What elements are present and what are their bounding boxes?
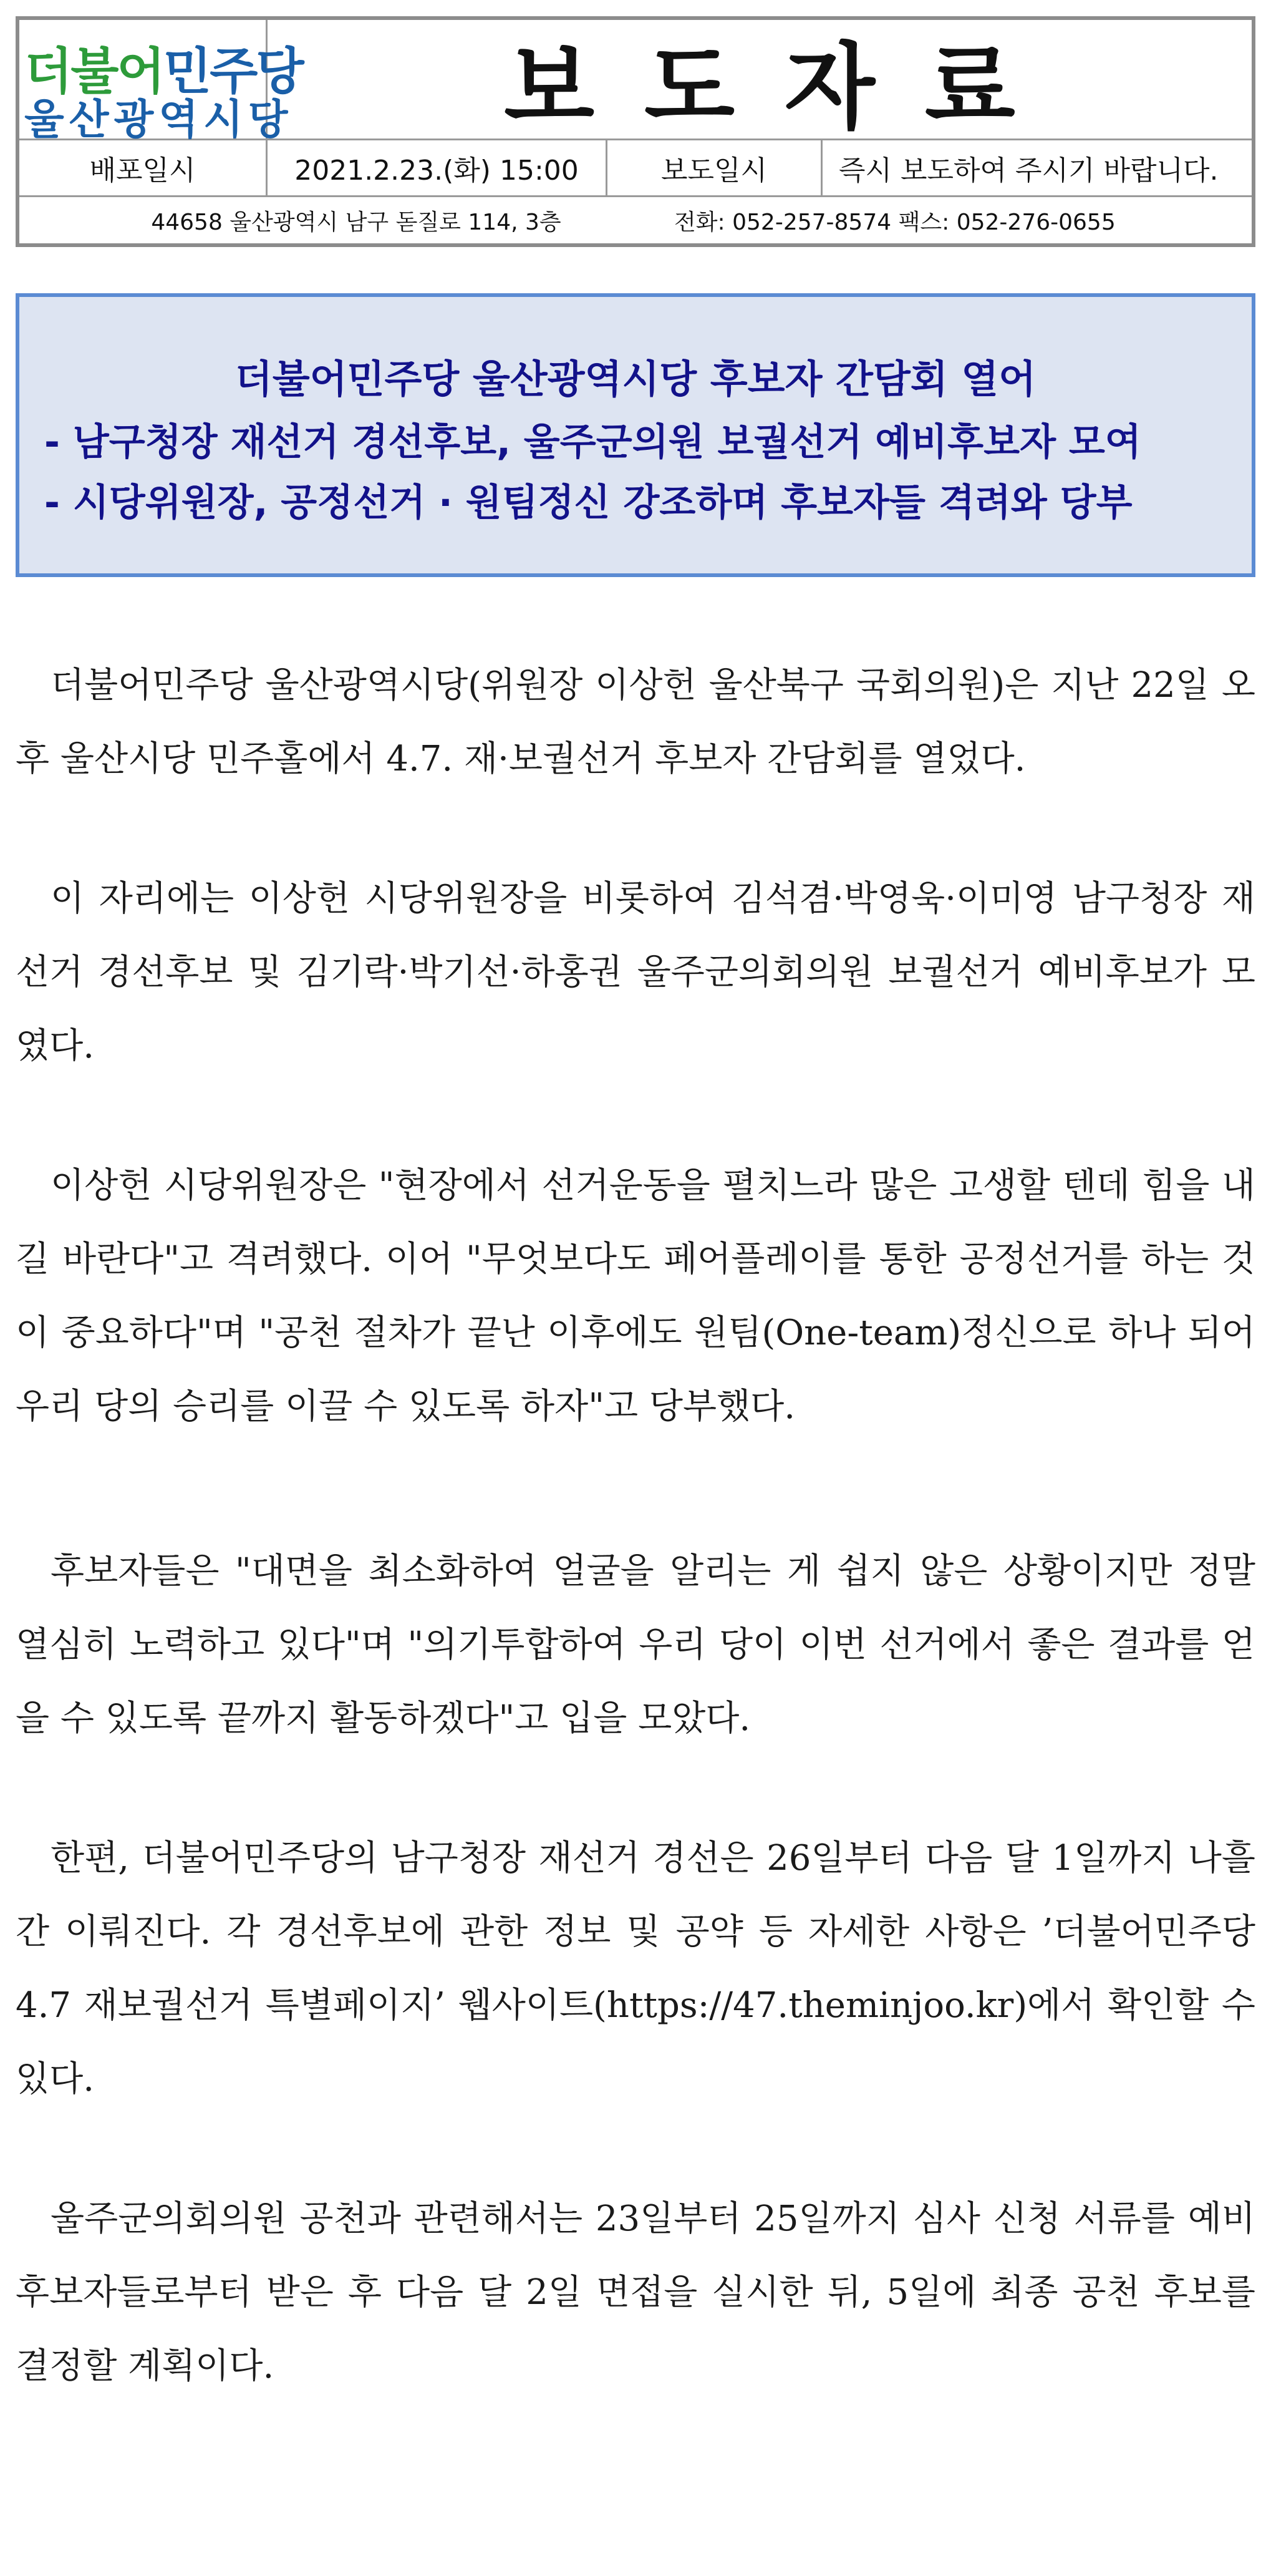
- headline-box: [16, 293, 1255, 577]
- distribution-date-value: 2021.2.23.(화) 15:00: [268, 140, 607, 195]
- document-title: 보도자료: [504, 32, 1065, 142]
- header-top-row: [19, 20, 1252, 143]
- paragraph-1: 더불어민주당 울산광역시당(위원장 이상헌 울산북구 국회의원)은 지난 22일 오후 울산시당 민주홀에서 4.7. 재·보궐선거 후보자 간담회를 열었다.: [16, 665, 1255, 779]
- office-address: 44658 울산광역시 남구 돋질로 114, 3층: [151, 209, 561, 235]
- press-release-header: [16, 16, 1255, 247]
- party-logo: [19, 20, 302, 143]
- header-contact-row: [19, 197, 1252, 243]
- distribution-date-label: 배포일시: [19, 140, 268, 195]
- headline-subtitle-1: - 남구청장 재선거 경선후보, 울주군의원 보궐선거 예비후보자 모여: [44, 420, 1141, 464]
- paragraph-2: 이 자리에는 이상헌 시당위원장을 비롯하여 김석겸·박영욱·이미영 남구청장 재선거 경선후보 및 김기락·박기선·하홍권 울주군의회의원 보궐선거 예비후보가 모였다.: [16, 878, 1255, 1066]
- paragraph-4: 후보자들은 "대면을 최소화하여 얼굴을 알리는 게 쉽지 않은 상황이지만 정말 열심히 노력하고 있다"며 "의기투합하여 우리 당이 이번 선거에서 좋은 결과를 얻을 수 있도록 끝까지 활동하겠다"고 입을 모았다.: [16, 1551, 1255, 1739]
- header-date-row: [19, 140, 1252, 197]
- headline-title: 더불어민주당 울산광역시당 후보자 간담회 열어: [234, 356, 1037, 402]
- logo-party-name: 더불어민주당: [24, 42, 302, 100]
- paragraph-5: 한편, 더불어민주당의 남구청장 재선거 경선은 26일부터 다음 달 1일까지 나흘간 이뤄진다. 각 경선후보에 관한 정보 및 공약 등 자세한 사항은 ’더불어민주당 4.7 재보궐선거 특별페이지’ 웹사이트(https://47.theminjoo.kr)에서 확인할 수 있다.: [16, 1838, 1255, 2099]
- logo-branch-name: 울산광역시당: [24, 95, 293, 143]
- release-time-value: 즉시 보도하여 주시기 바랍니다.: [839, 155, 1219, 187]
- article-body: [16, 649, 1255, 2403]
- paragraph-6: 울주군의회의원 공천과 관련해서는 23일부터 25일까지 심사 신청 서류를 예비후보자들로부터 받은 후 다음 달 2일 면접을 실시한 뒤, 5일에 최종 공천 후보를 결정할 계획이다.: [16, 2199, 1255, 2386]
- contact-numbers: 전화: 052-257-8574 팩스: 052-276-0655: [674, 209, 1116, 235]
- release-time-label: 보도일시: [607, 140, 823, 195]
- paragraph-3: 이상헌 시당위원장은 "현장에서 선거운동을 펼치느라 많은 고생할 텐데 힘을 내길 바란다"고 격려했다. 이어 "무엇보다도 페어플레이를 통한 공정선거를 하는 것이 중요하다"며 "공천 절차가 끝난 이후에도 원팀(One-team)정신으로 하나 되어 우리 당의 승리를 이끌 수 있도록 하자"고 당부했다.: [16, 1165, 1255, 1427]
- headline-subtitle-2: - 시당위원장, 공정선거 · 원팀정신 강조하며 후보자들 격려와 당부: [44, 481, 1133, 525]
